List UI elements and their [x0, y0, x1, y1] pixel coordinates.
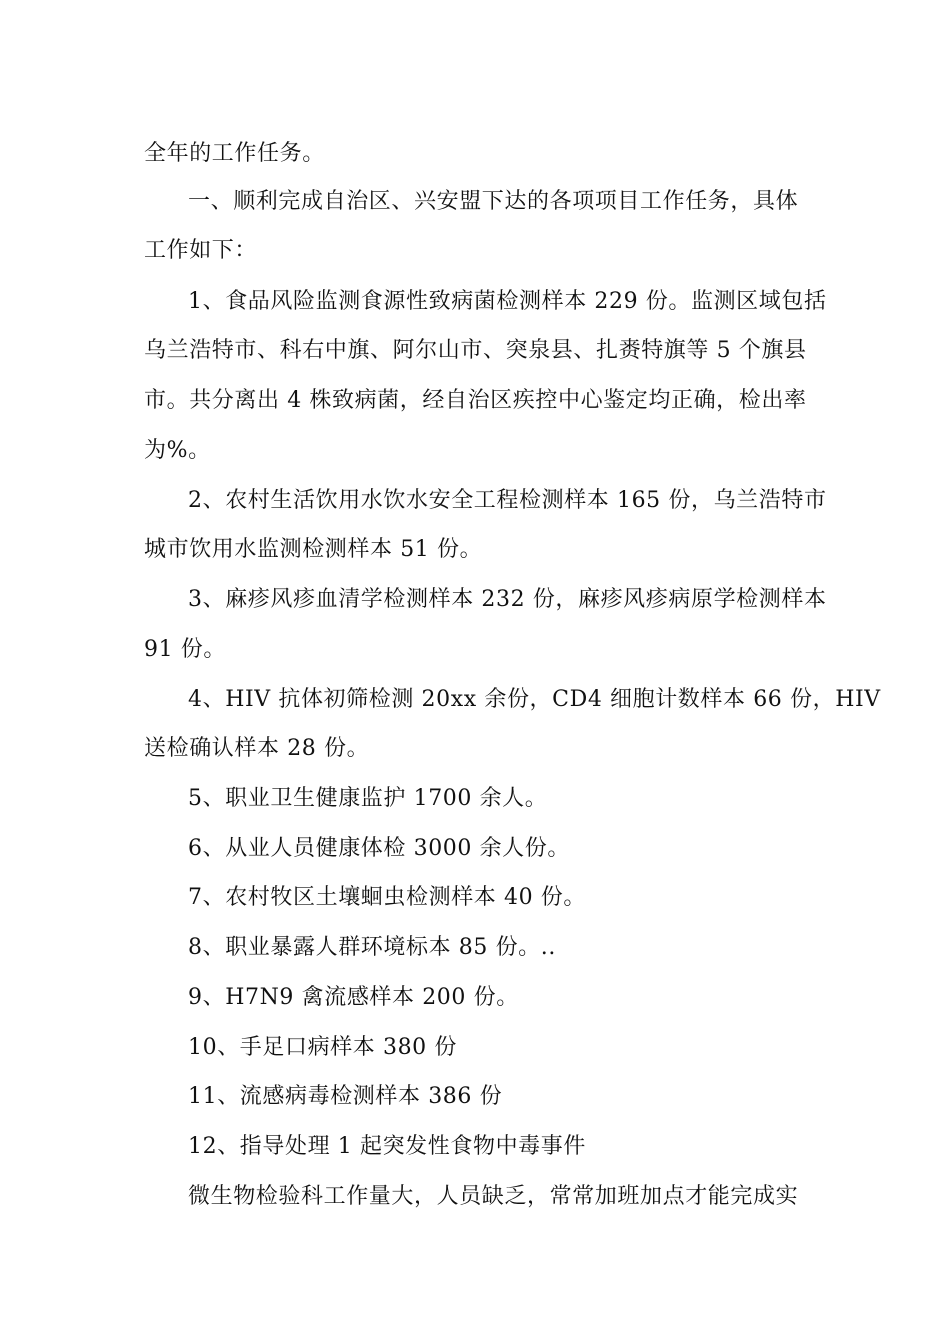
list-item: 12、指导处理 1 起突发性食物中毒事件: [188, 1134, 586, 1159]
list-item: 9、H7N9 禽流感样本 200 份。: [188, 985, 519, 1010]
text-line: 乌兰浩特市、科右中旗、阿尔山市、突泉县、扎赉特旗等 5 个旗县: [144, 338, 807, 363]
text-line: 城市饮用水监测检测样本 51 份。: [144, 537, 483, 562]
list-item: 6、从业人员健康体检 3000 余人份。: [188, 836, 570, 861]
list-item: 5、职业卫生健康监护 1700 余人。: [188, 786, 548, 811]
text-line: 市。共分离出 4 株致病菌，经自治区疾控中心鉴定均正确，检出率: [144, 388, 807, 413]
text-line: 送检确认样本 28 份。: [144, 736, 370, 761]
text-line: 工作如下：: [144, 238, 258, 263]
text-line: 全年的工作任务。: [144, 141, 325, 166]
text-line: 为%。: [144, 438, 211, 463]
list-item: 2、农村生活饮用水饮水安全工程检测样本 165 份，乌兰浩特市: [188, 488, 827, 513]
list-item: 8、职业暴露人群环境标本 85 份。..: [188, 935, 556, 960]
list-item: 11、流感病毒检测样本 386 份: [188, 1084, 503, 1109]
list-item: 4、HIV 抗体初筛检测 20xx 余份，CD4 细胞计数样本 66 份，HIV: [188, 687, 881, 712]
text-line: 微生物检验科工作量大，人员缺乏，常常加班加点才能完成实: [188, 1184, 799, 1209]
text-line: 91 份。: [144, 637, 226, 662]
list-item: 3、麻疹风疹血清学检测样本 232 份，麻疹风疹病原学检测样本: [188, 587, 827, 612]
list-item: 1、食品风险监测食源性致病菌检测样本 229 份。监测区域包括: [188, 289, 827, 314]
list-item: 7、农村牧区土壤蛔虫检测样本 40 份。: [188, 885, 586, 910]
list-item: 10、手足口病样本 380 份: [188, 1035, 457, 1060]
section-heading: 一、顺利完成自治区、兴安盟下达的各项项目工作任务，具体: [188, 189, 799, 214]
